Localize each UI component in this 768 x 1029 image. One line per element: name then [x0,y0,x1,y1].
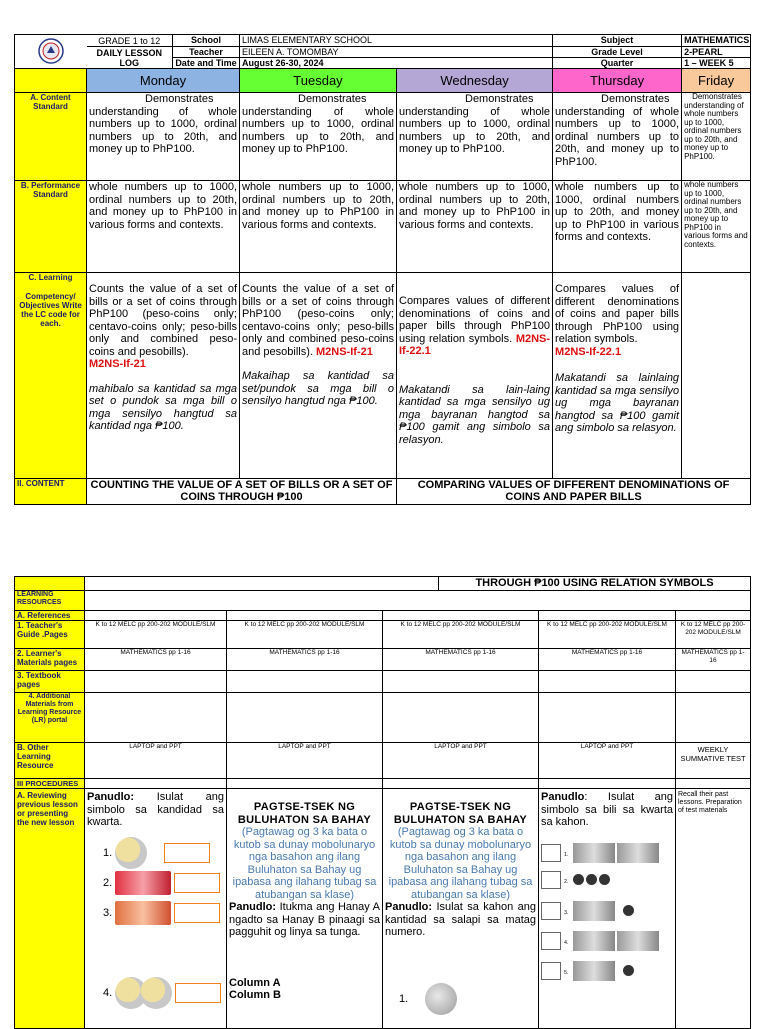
learners-materials-row [15,649,751,671]
mon-item-1 [87,837,224,869]
references-blank-wed [383,611,539,621]
fri-learners-materials: MATHEMATICS pp 1-16 [676,649,751,671]
content-right: COMPARING VALUES OF DIFFERENT DENOMINATIONS OF COINS AND PAPER BILLS [397,479,751,505]
answer-box [541,932,561,950]
procedures-label: III PROCEDURES [15,779,85,789]
deped-seal-icon [38,38,64,64]
additional-materials-label: 4. Additional Materials from Learning Resource (LR) portal [15,693,85,743]
additional-blank-wed [383,693,539,743]
wed-performance-standard: whole numbers up to 1000, ordinal numbers up to 20th, and money up to PhP100 in various forms and contexts. [397,181,553,273]
answer-box [541,871,561,889]
mon-lc-code: M2NS-If-21 [89,358,146,370]
thu-reviewing [539,789,676,1029]
mon-content-standard: Demonstrates understanding of whole numbers up to 1000, ordinal numbers up to 20th, and money up to PhP100. [87,93,240,181]
tue-competency-cebuano: Makaihap sa kantidad sa set/pundok sa mga bill o sensilyo hangtud nga ₱100. [242,370,394,407]
wed-teachers-guide: K to 12 MELC pp 200-202 MODULE/SLM [383,621,539,649]
mon-competency [87,273,240,479]
thu-item-5-num: 5. [564,969,569,976]
additional-blank-mon [85,693,227,743]
performance-standard-row [15,181,751,273]
day-header-row [15,69,751,93]
thu-performance-standard: whole numbers up to 1000, ordinal numbers up to 20th, and money up to PhP100 in various forms and contexts. [553,181,682,273]
coin-icon [586,874,597,885]
tue-performance-standard: whole numbers up to 1000, ordinal numbers up to 20th, and money up to PhP100 in various forms and contexts. [240,181,397,273]
lesson-log-table-page1 [14,34,751,505]
wed-pagtse-title: PAGTSE-TSEK NG BULUHATON SA BAHAY [393,801,528,826]
subject-label: Subject [553,35,682,47]
mon-item-3-num: 3. [103,906,113,919]
fri-reviewing: Recall their past lessons. Preparation of test materials [676,789,751,1029]
wed-panudlo-text: Isulat sa kahon ang kantidad sa salapi sa matag numero. [385,901,537,938]
competency-row [15,273,751,479]
tue-lc-code: M2NS-If-21 [316,345,373,358]
thu-other-resources: LAPTOP and PPT [539,743,676,779]
mon-item-1-num: 1. [103,846,113,859]
thu-item-5 [541,961,673,981]
coin-icon [115,837,147,869]
wed-item-1-num: 1. [399,992,409,1005]
additional-blank-thu [539,693,676,743]
additional-blank-tue [227,693,383,743]
mon-competency-cebuano: mahibalo sa kantidad sa mga set o pundok sa mga bill o mga sensilyo hangtud sa kantidad nga ₱100. [89,382,237,432]
other-resources-row [15,743,751,779]
deped-logo-cell [15,35,87,69]
wed-competency-cebuano: Makatandi sa lain-laing kantidad sa mga sensilyo ug mga bayranan hangtod sa ₱100 gamit ang simbolo sa relasyon. [399,383,551,446]
content-continued-label [15,577,85,591]
thu-lc-code: M2NS-If-22.1 [555,345,622,358]
learning-resources-blank [85,591,751,611]
quarter-value: 1 – WEEK 5 [682,58,751,69]
thu-panudlo-text: : Isulat ang simbolo sa bili sa kwarta sa kahon. [541,791,673,828]
tue-teachers-guide: K to 12 MELC pp 200-202 MODULE/SLM [227,621,383,649]
fri-performance-standard: whole numbers up to 1000, ordinal numbers up to 20th, and money up to PhP100 in various forms and contexts. [682,181,751,273]
textbook-blank-tue [227,671,383,693]
coin-icon [599,874,610,885]
content-standard-label: A. Content Standard [15,93,87,181]
competency-label-1: C. Learning [28,273,73,282]
quarter-label: Quarter [553,58,682,69]
thu-competency [553,273,682,479]
coin-icon [623,905,634,916]
peso-bill-icon [573,931,615,951]
wed-content-standard: Demonstrates understanding of whole numbers up to 1000, ordinal numbers up to 20th, and money up to PhP100. [397,93,553,181]
thu-item-1 [541,843,673,863]
textbook-blank-fri [676,671,751,693]
procedures-blank-mon [85,779,227,789]
day-header-tuesday: Tuesday [240,69,397,93]
textbook-blank-wed [383,671,539,693]
answer-box [174,903,220,923]
school-value: LIMAS ELEMENTARY SCHOOL [240,35,553,47]
content-row [15,479,751,505]
date-label: Date and Time [173,58,240,69]
grade-level-label: Grade Level [553,47,682,58]
answer-box [541,844,561,862]
content-left: COUNTING THE VALUE OF A SET OF BILLS OR A SET OF COINS THROUGH ₱100 [87,479,397,505]
daily-lesson-log-title: DAILY LESSON LOG [87,47,173,69]
references-blank-mon [85,611,227,621]
references-blank-thu [539,611,676,621]
wed-reviewing [383,789,539,1029]
coin-icon [573,874,584,885]
textbook-blank-mon [85,671,227,693]
fri-content-standard: Demonstrates understanding of whole numbers up to 1000, ordinal numbers up to 20th, and money up to PhP100. [682,93,751,181]
additional-blank-fri [676,693,751,743]
additional-materials-row [15,693,751,743]
learning-resources-row [15,591,751,611]
peso-bill-icon [573,843,615,863]
thu-competency-text: Compares values of different denominations of coins and paper bills through PhP100 using relation symbols. [555,283,680,345]
mon-panudlo-text: Isulat ang simbolo sa kandidad sa kwarta. [87,791,225,828]
procedures-row [15,779,751,789]
thu-item-4 [541,931,673,951]
day-header-friday: Friday [682,69,751,93]
reviewing-label: A. Reviewing previous lesson or presenting the new lesson [15,789,85,1029]
tue-column-b: Column B [229,989,281,1001]
textbook-row [15,671,751,693]
day-header-wednesday: Wednesday [397,69,553,93]
fri-competency [682,273,751,479]
grade-range: GRADE 1 to 12 [87,35,173,47]
references-blank-fri [676,611,751,621]
competency-label [15,273,87,479]
references-label: A. References [15,611,85,621]
answer-box [174,873,220,893]
content-label: II. CONTENT [15,479,87,505]
thu-competency-cebuano: Makatandi sa lainlaing kantidad sa mga sensilyo ug mga bayranan hangtod sa ₱100 gamit ang simbolo sa relasyon. [555,372,680,434]
wed-competency-text: Compares values of different denominations of coins and paper bills through PhP100 using relation symbols. [399,295,551,345]
coin-icon [140,977,172,1009]
day-header-thursday: Thursday [553,69,682,93]
learners-materials-label: 2. Learner's Materials pages [15,649,85,671]
thu-content-standard: Demonstrates understanding of whole numbers up to 1000, ordinal numbers up to 20th, and money up to PhP100. [553,93,682,181]
mon-competency-text: Counts the value of a set of bills or a set of coins through PhP100 (peso-coins only; centavo-coins only; peso-bills only and combined peso-coins and pesobills). [89,283,237,358]
thu-item-4-num: 4. [564,939,569,946]
thu-item-2-num: 2. [564,878,569,885]
tue-content-standard: Demonstrates understanding of whole numbers up to 1000, ordinal numbers up to 20th, and money up to PhP100. [240,93,397,181]
mon-teachers-guide: K to 12 MELC pp 200-202 MODULE/SLM [85,621,227,649]
mon-item-2 [87,871,224,895]
thu-item-1-num: 1. [564,851,569,858]
wed-panudlo-label: Panudlo: [385,901,433,913]
content-continued-text: THROUGH ₱100 USING RELATION SYMBOLS [475,577,714,589]
procedures-blank-fri [676,779,751,789]
learning-resources-label: LEARNING RESOURCES [15,591,85,611]
tue-other-resources: LAPTOP and PPT [227,743,383,779]
answer-box [541,962,561,980]
thu-item-3 [541,901,673,921]
tue-pagtse-title: PAGTSE-TSEK NG BULUHATON SA BAHAY [237,801,372,826]
competency-label-2: Competency/ Objectives Write the LC code for each. [19,292,82,328]
procedures-blank-tue [227,779,383,789]
procedures-blank-wed [383,779,539,789]
tue-panudlo-text: Itukma ang Hanay A ngadto sa Hanay B pinaagi sa pagguhit og linya sa tunga. [229,901,380,938]
tue-learners-materials: MATHEMATICS pp 1-16 [227,649,383,671]
tue-competency-text: Counts the value of a set of bills or a set of coins through PhP100 (peso-coins only; centavo-coins only; peso-bills only and combined peso-coins and pesobills). [242,283,394,358]
date-value: August 26-30, 2024 [240,58,553,69]
wed-other-resources: LAPTOP and PPT [383,743,539,779]
lesson-log-table-page2 [14,576,751,1029]
mon-item-4 [87,977,224,1009]
other-resources-label: B. Other Learning Resource [15,743,85,779]
reviewing-row [15,789,751,1029]
tue-competency [240,273,397,479]
thu-item-2 [541,871,673,889]
procedures-blank-thu [539,779,676,789]
mon-other-resources: LAPTOP and PPT [85,743,227,779]
day-header-corner [15,69,87,93]
answer-box [175,983,221,1003]
mon-learners-materials: MATHEMATICS pp 1-16 [85,649,227,671]
wed-learners-materials: MATHEMATICS pp 1-16 [383,649,539,671]
peso-bill-icon [573,961,615,981]
teacher-value: EILEEN A. TOMOMBAY [240,47,553,58]
teacher-label: Teacher [173,47,240,58]
tue-column-a: Column A [229,976,281,989]
peso-bill-icon [617,931,659,951]
thu-panudlo-label: Panudlo [541,791,585,803]
mon-panudlo-label: Panudlo: [87,791,135,803]
peso-bill-icon [617,843,659,863]
wed-item-1 [385,983,536,1015]
thu-item-3-num: 3. [564,909,569,916]
school-label: School [173,35,240,47]
subject-value: MATHEMATICS [682,35,751,47]
fri-teachers-guide: K to 12 MELC pp 200-202 MODULE/SLM [676,621,751,649]
wed-competency [397,273,553,479]
references-row [15,611,751,621]
content-continued-blank [85,577,439,590]
tue-panudlo-label: Panudlo: [229,901,277,913]
coin-icon [623,965,634,976]
textbook-label: 3. Textbook pages [15,671,85,693]
textbook-blank-thu [539,671,676,693]
teachers-guide-row [15,621,751,649]
grade-level-value: 2-PEARL [682,47,751,58]
peso-bill-icon [573,901,615,921]
peso-bill-icon [115,871,171,895]
content-continued-cell [85,577,751,591]
wed-pagtse-note: (Pagtawag og 3 ka bata o kutob sa dunay mobolunaryo nga basahon ang ilang Buluhaton sa Bahay ug ipabasa ang ilahang tubag sa atubangan sa klase) [388,826,533,901]
mon-reviewing [85,789,227,1029]
thu-teachers-guide: K to 12 MELC pp 200-202 MODULE/SLM [539,621,676,649]
tue-pagtse-note: (Pagtawag og 3 ka bata o kutob sa dunay mobolunaryo nga basahon ang ilang Buluhaton sa Bahay ug ipabasa ang ilahang tubag sa atubangan sa klase) [232,826,377,901]
references-blank-tue [227,611,383,621]
wed-lc-code: M2NS-If-22.1 [399,332,551,357]
content-continued-row [15,577,751,591]
performance-standard-label: B. Performance Standard [15,181,87,273]
mon-item-4-num: 4. [103,986,113,999]
peso-bill-icon [115,901,171,925]
teachers-guide-label: 1. Teacher's Guide .Pages [15,621,85,649]
fri-other-resources: WEEKLY SUMMATIVE TEST [676,743,751,779]
mon-item-3 [87,901,224,925]
answer-box [541,902,561,920]
answer-box [164,843,210,863]
tue-reviewing [227,789,383,1029]
coin-icon [425,983,457,1015]
day-header-monday: Monday [87,69,240,93]
mon-performance-standard: whole numbers up to 1000, ordinal numbers up to 20th, and money up to PhP100 in various forms and contexts. [87,181,240,273]
thu-learners-materials: MATHEMATICS pp 1-16 [539,649,676,671]
mon-item-2-num: 2. [103,876,113,889]
content-standard-row [15,93,751,181]
